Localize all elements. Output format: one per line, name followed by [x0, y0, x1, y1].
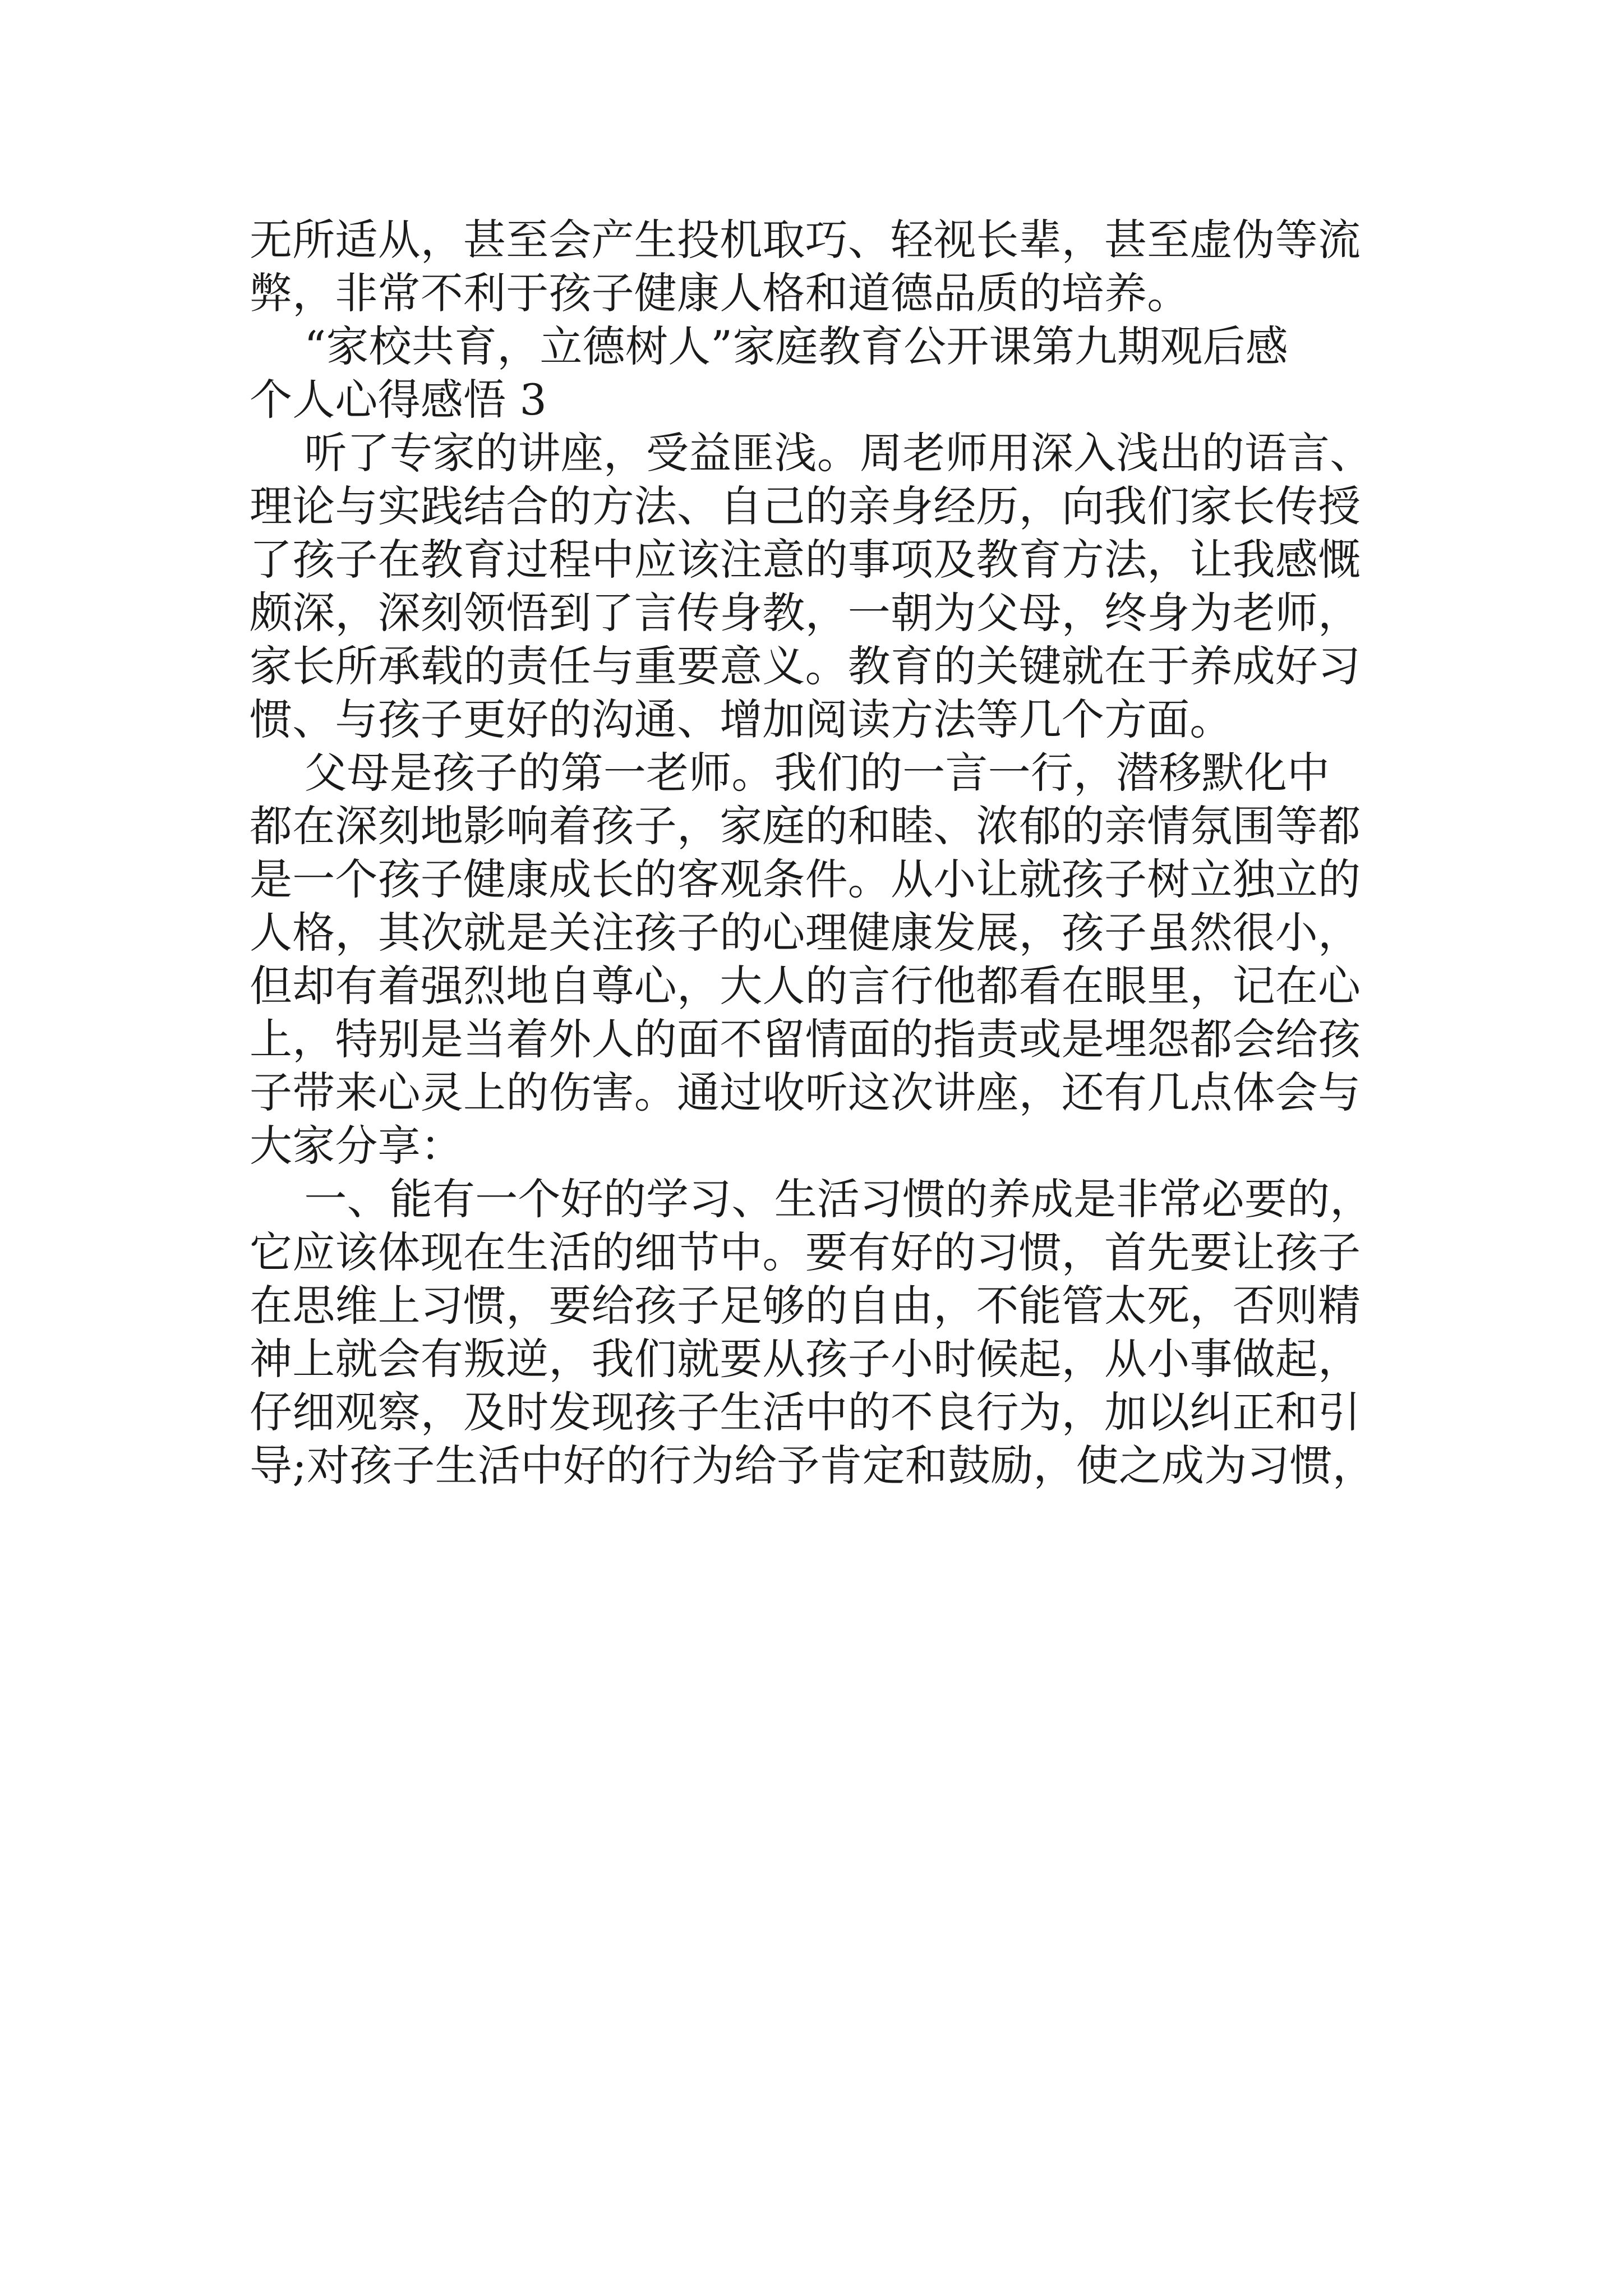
text-line: 颇深，深刻领悟到了言传身教，一朝为父母，终身为老师，	[250, 588, 1361, 638]
document-body	[250, 213, 1382, 1492]
text-line: 人格，其次就是关注孩子的心理健康发展，孩子虽然很小，	[250, 908, 1361, 958]
text-line: 理论与实践结合的方法、自己的亲身经历，向我们家长传授	[250, 481, 1361, 531]
text-line: 无所适从，甚至会产生投机取巧、轻视长辈，甚至虚伪等流	[250, 215, 1361, 265]
text-line: 仔细观察，及时发现孩子生活中的不良行为，加以纠正和引	[250, 1387, 1361, 1437]
text-line: 一、能有一个好的学习、生活习惯的养成是非常必要的，	[250, 1174, 1373, 1224]
text-line: 上，特别是当着外人的面不留情面的指责或是埋怨都会给孩	[250, 1014, 1361, 1064]
section-heading-line: “家校共育，立德树人”家庭教育公开课第九期观后感	[250, 321, 1288, 371]
text-line: 是一个孩子健康成长的客观条件。从小让就孩子树立独立的	[250, 854, 1361, 904]
text-line: 在思维上习惯，要给孩子足够的自由，不能管太死，否则精	[250, 1281, 1361, 1331]
text-line: 父母是孩子的第一老师。我们的一言一行，潜移默化中	[250, 748, 1330, 798]
text-line: 听了专家的讲座，受益匪浅。周老师用深入浅出的语言、	[250, 428, 1373, 478]
text-line: 了孩子在教育过程中应该注意的事项及教育方法，让我感慨	[250, 535, 1361, 585]
text-line: 弊，非常不利于孩子健康人格和道德品质的培养。	[250, 268, 1190, 318]
section-heading-line: 个人心得感悟 3	[250, 375, 547, 425]
text-line: 神上就会有叛逆，我们就要从孩子小时候起，从小事做起，	[250, 1334, 1361, 1384]
text-line: 惯、与孩子更好的沟通、增加阅读方法等几个方面。	[250, 694, 1233, 744]
text-line: 都在深刻地影响着孩子，家庭的和睦、浓郁的亲情氛围等都	[250, 801, 1361, 851]
text-line: 子带来心灵上的伤害。通过收听这次讲座，还有几点体会与	[250, 1068, 1361, 1117]
text-line: 但却有着强烈地自尊心，大人的言行他都看在眼里，记在心	[250, 961, 1361, 1011]
text-line: 它应该体现在生活的细节中。要有好的习惯，首先要让孩子	[250, 1227, 1361, 1277]
text-line: 导;对孩子生活中好的行为给予肯定和鼓励，使之成为习惯，	[250, 1441, 1376, 1490]
text-line: 家长所承载的责任与重要意义。教育的关键就在于养成好习	[250, 641, 1361, 691]
text-line: 大家分享：	[250, 1121, 463, 1171]
